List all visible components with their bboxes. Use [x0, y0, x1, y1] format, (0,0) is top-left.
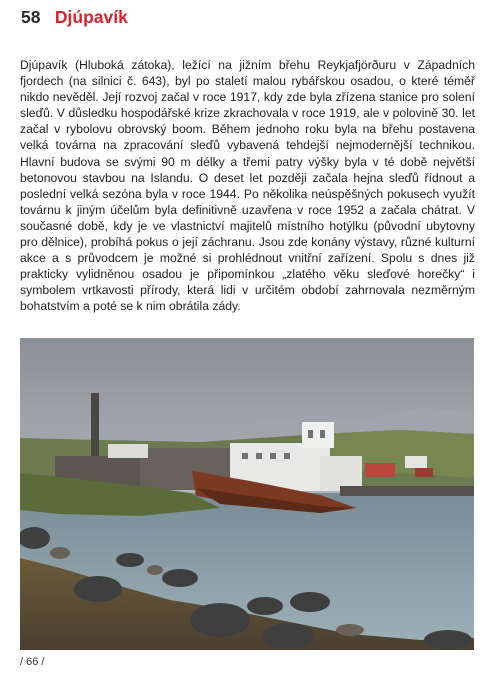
- page-header: [21, 7, 128, 28]
- page-title: Djúpavík: [54, 7, 128, 27]
- body-paragraph: Djúpavík (Hluboká zátoka), ležící na jižním břehu Reykjafjörðuru v Západních fjordech (na silnici č. 643), byl po staletí malou rybářskou osadou, o které téměř nikdo nevěděl. Její rozvoj začal v roce 1917, kdy zde byla zřízena stanice pro solení sleďů. V důsledku hospodářské krize zkrachovala v roce 1919, ale v polovině 30. let začal v rybolovu obrovský boom. Během jednoho roku byla na břehu postavena velká továrna na zpracování sleďů vybavená tehdejší nejmodernější technikou. Hlavní budova se svými 90 m délky a třemi patry výšky byla v té době největší betonovou stavbou na Islandu. O deset let později začala hejna sleďů řídnout a poslední velká sezóna byla v roce 1944. Po několika neúspěšných pokusech využít továrnu k jiným účelům byla definitivně uzavřena v roce 1952 a začala chátrat. V současné době, kdy je ve vlastnictví majitelů místního hotýlku (původní ubytovny pro dělnice), probíhá pokus o její záchranu. Jsou zde konány výstavy, různé kulturní akce a s průvodcem je možné si prohlédnout vnitřní zařízení. Spolu s dnes již prakticky vylidněnou osadou je připomínkou „zlatého věku sleďové horečky“ i symbolem vrtkavosti přírody, která lidi v určitém období zahrnovala nezměrným bohatstvím a poté se k nim obrátila zády.: [20, 58, 475, 314]
- page-number: 58: [21, 7, 41, 27]
- page-footer: / 66 /: [20, 656, 45, 668]
- photo-djupavik-factory: [20, 338, 474, 650]
